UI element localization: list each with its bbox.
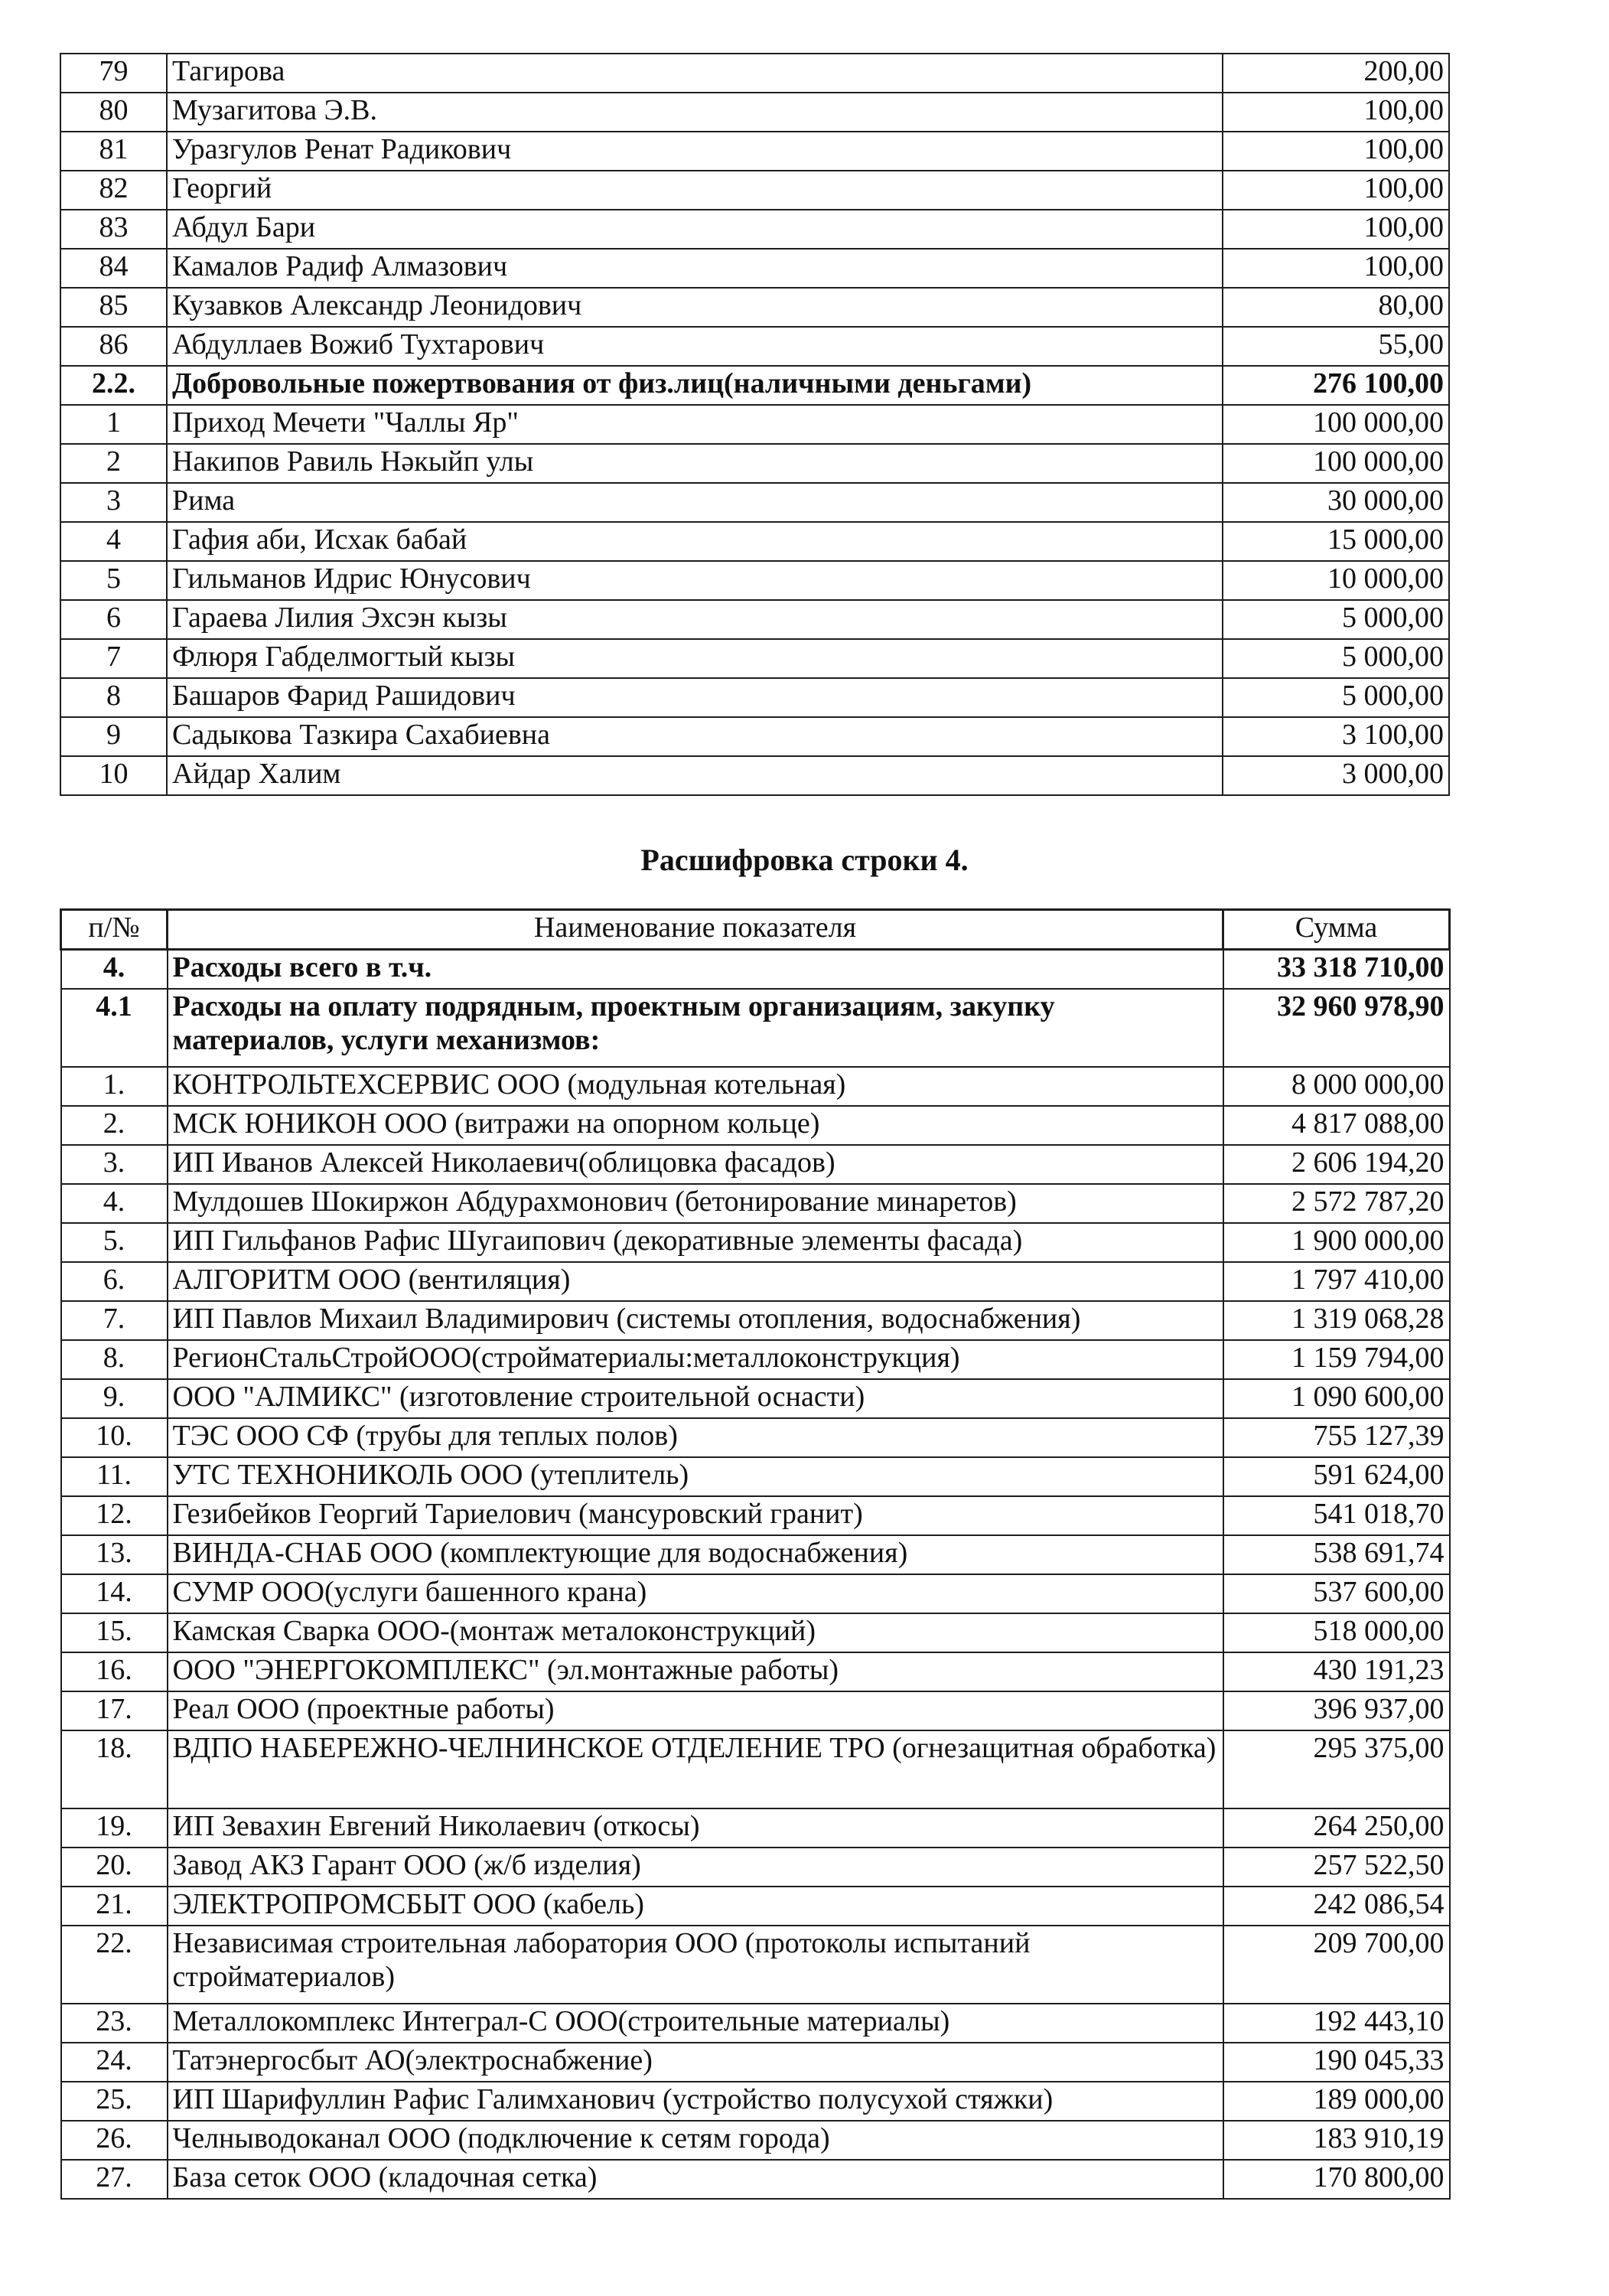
- row-name: Гезибейков Георгий Тариелович (мансуровский гранит): [168, 1496, 1223, 1535]
- row-amount: 5 000,00: [1223, 600, 1449, 639]
- table-row: [61, 2004, 1450, 2043]
- row-name: ИП Иванов Алексей Николаевич(облицовка фасадов): [168, 1145, 1223, 1184]
- table-row: [61, 1379, 1450, 1418]
- row-number: 5: [60, 561, 167, 600]
- row-name: Независимая строительная лаборатория ООО (протоколы испытаний стройматериалов): [168, 1926, 1223, 2004]
- row-amount: 189 000,00: [1223, 2082, 1450, 2121]
- row-amount: 100,00: [1223, 210, 1449, 249]
- table-row: [61, 1496, 1450, 1535]
- row-amount: 5 000,00: [1223, 639, 1449, 678]
- table-row: [60, 132, 1449, 171]
- row-amount: 8 000 000,00: [1223, 1067, 1450, 1106]
- row-number: 6.: [61, 1262, 168, 1301]
- row-name: Гафия аби, Исхак бабай: [167, 522, 1223, 561]
- table-row: [61, 1808, 1450, 1848]
- row-name: Айдар Халим: [167, 756, 1223, 795]
- table-row: [60, 210, 1449, 249]
- row-amount: 170 800,00: [1223, 2160, 1450, 2199]
- row-number: 20.: [61, 1848, 168, 1887]
- row-amount: 537 600,00: [1223, 1574, 1450, 1613]
- row-name: ИП Гильфанов Рафис Шугаипович (декоративные элементы фасада): [168, 1223, 1223, 1262]
- row-number: 27.: [61, 2160, 168, 2199]
- row-amount: 3 100,00: [1223, 717, 1449, 756]
- row-number: 3: [60, 483, 167, 522]
- row-amount: 518 000,00: [1223, 1613, 1450, 1652]
- row-name: Накипов Равиль Нәкыйп улы: [167, 444, 1223, 483]
- row-name: База сеток ООО (кладочная сетка): [168, 2160, 1223, 2199]
- row-number: 15.: [61, 1613, 168, 1652]
- table-row: [60, 561, 1449, 600]
- row-number: 1.: [61, 1067, 168, 1106]
- row-name: Камалов Радиф Алмазович: [167, 249, 1223, 288]
- row-number: 84: [60, 249, 167, 288]
- row-name: ООО "АЛМИКС" (изготовление строительной оснасти): [168, 1379, 1223, 1418]
- row-number: 80: [60, 93, 167, 132]
- table-row: [61, 2043, 1450, 2082]
- row-name: СУМР ООО(услуги башенного крана): [168, 1574, 1223, 1613]
- row-name: ИП Шарифуллин Рафис Галимханович (устройство полусухой стяжки): [168, 2082, 1223, 2121]
- table-row: [61, 1457, 1450, 1496]
- table-row: [61, 1067, 1450, 1106]
- table-row: [60, 171, 1449, 210]
- table-row: [60, 54, 1449, 93]
- row-amount: 100,00: [1223, 93, 1449, 132]
- row-number: 79: [60, 54, 167, 93]
- row-number: 18.: [61, 1730, 168, 1808]
- table-row: [61, 1184, 1450, 1223]
- row-amount: 276 100,00: [1223, 366, 1449, 405]
- row-number: 8.: [61, 1340, 168, 1379]
- row-name: МСК ЮНИКОН ООО (витражи на опорном кольце): [168, 1106, 1223, 1145]
- row-number: 26.: [61, 2121, 168, 2160]
- row-name: Металлокомплекс Интеграл-С ООО(строительные материалы): [168, 2004, 1223, 2043]
- table-row: [61, 1145, 1450, 1184]
- table-row: [61, 1887, 1450, 1926]
- table-row: [61, 989, 1450, 1067]
- row-name: Уразгулов Ренат Радикович: [167, 132, 1223, 171]
- header-name: Наименование показателя: [168, 910, 1223, 950]
- table-row: [60, 249, 1449, 288]
- row-name: Татэнергосбыт АО(электроснабжение): [168, 2043, 1223, 2082]
- table-row: [61, 1418, 1450, 1457]
- row-amount: 183 910,19: [1223, 2121, 1450, 2160]
- row-number: 2.: [61, 1106, 168, 1145]
- row-name: Садыкова Тазкира Сахабиевна: [167, 717, 1223, 756]
- row-number: 5.: [61, 1223, 168, 1262]
- table-row: [60, 678, 1449, 717]
- row-number: 7: [60, 639, 167, 678]
- row-amount: 5 000,00: [1223, 678, 1449, 717]
- row-amount: 2 572 787,20: [1223, 1184, 1450, 1223]
- row-amount: 100,00: [1223, 132, 1449, 171]
- row-amount: 33 318 710,00: [1223, 950, 1450, 990]
- row-number: 9.: [61, 1379, 168, 1418]
- row-name: Реал ООО (проектные работы): [168, 1691, 1223, 1730]
- row-name: Мулдошев Шокиржон Абдурахмонович (бетонирование минаретов): [168, 1184, 1223, 1223]
- row-name: Завод АКЗ Гарант ООО (ж/б изделия): [168, 1848, 1223, 1887]
- table-row: [60, 93, 1449, 132]
- row-number: 83: [60, 210, 167, 249]
- row-name: Рима: [167, 483, 1223, 522]
- row-amount: 100,00: [1223, 171, 1449, 210]
- table-row: [61, 2121, 1450, 2160]
- row-name: КОНТРОЛЬТЕХСЕРВИС ООО (модульная котельная): [168, 1067, 1223, 1106]
- table-header-row: [61, 910, 1450, 950]
- row-number: 16.: [61, 1652, 168, 1691]
- row-number: 7.: [61, 1301, 168, 1340]
- row-amount: 755 127,39: [1223, 1418, 1450, 1457]
- row-amount: 209 700,00: [1223, 1926, 1450, 2004]
- row-name: Расходы всего в т.ч.: [168, 950, 1223, 990]
- row-amount: 10 000,00: [1223, 561, 1449, 600]
- row-number: 81: [60, 132, 167, 171]
- row-amount: 264 250,00: [1223, 1808, 1450, 1848]
- row-number: 12.: [61, 1496, 168, 1535]
- row-name: Флюря Габделмогтый кызы: [167, 639, 1223, 678]
- row-number: 10.: [61, 1418, 168, 1457]
- table-row: [61, 1848, 1450, 1887]
- row-number: 22.: [61, 1926, 168, 2004]
- row-name: АЛГОРИТМ ООО (вентиляция): [168, 1262, 1223, 1301]
- row-name: РегионСтальСтройООО(стройматериалы:металлоконструкция): [168, 1340, 1223, 1379]
- table-row: [60, 600, 1449, 639]
- table-row: [61, 2082, 1450, 2121]
- table-row: [61, 1223, 1450, 1262]
- row-name: ТЭС ООО СФ (трубы для теплых полов): [168, 1418, 1223, 1457]
- table-row: [61, 2160, 1450, 2199]
- row-number: 86: [60, 327, 167, 366]
- row-number: 85: [60, 288, 167, 327]
- row-amount: 100 000,00: [1223, 444, 1449, 483]
- row-name: Кузавков Александр Леонидович: [167, 288, 1223, 327]
- row-number: 9: [60, 717, 167, 756]
- row-number: 2: [60, 444, 167, 483]
- row-name: ВДПО НАБЕРЕЖНО-ЧЕЛНИНСКОЕ ОТДЕЛЕНИЕ ТРО (огнезащитная обработка): [168, 1730, 1223, 1808]
- table-row: [61, 1613, 1450, 1652]
- row-amount: 192 443,10: [1223, 2004, 1450, 2043]
- row-number: 6: [60, 600, 167, 639]
- row-number: 4.: [61, 950, 168, 990]
- row-number: 13.: [61, 1535, 168, 1574]
- table-row: [60, 717, 1449, 756]
- table-row: [60, 483, 1449, 522]
- table-row: [61, 1301, 1450, 1340]
- row-name: ВИНДА-СНАБ ООО (комплектующие для водоснабжения): [168, 1535, 1223, 1574]
- table-row: [60, 366, 1449, 405]
- row-amount: 1 319 068,28: [1223, 1301, 1450, 1340]
- row-amount: 3 000,00: [1223, 756, 1449, 795]
- row-number: 14.: [61, 1574, 168, 1613]
- header-num: п/№: [61, 910, 168, 950]
- row-name: Гараева Лилия Эхсэн кызы: [167, 600, 1223, 639]
- table-row: [60, 444, 1449, 483]
- header-amount: Сумма: [1223, 910, 1450, 950]
- table-row: [61, 1691, 1450, 1730]
- row-amount: 591 624,00: [1223, 1457, 1450, 1496]
- expenses-table: [60, 908, 1451, 2200]
- row-amount: 1 900 000,00: [1223, 1223, 1450, 1262]
- table-row: [60, 327, 1449, 366]
- table-row: [61, 1262, 1450, 1301]
- row-amount: 32 960 978,90: [1223, 989, 1450, 1067]
- row-name: Приход Мечети "Чаллы Яр": [167, 405, 1223, 444]
- table-row: [60, 639, 1449, 678]
- row-name: Абдул Бари: [167, 210, 1223, 249]
- row-number: 25.: [61, 2082, 168, 2121]
- row-name: Камская Сварка ООО-(монтаж металоконструкций): [168, 1613, 1223, 1652]
- row-name: Челныводоканал ООО (подключение к сетям города): [168, 2121, 1223, 2160]
- table-row: [61, 1652, 1450, 1691]
- row-amount: 430 191,23: [1223, 1652, 1450, 1691]
- row-amount: 257 522,50: [1223, 1848, 1450, 1887]
- row-number: 17.: [61, 1691, 168, 1730]
- row-name: ИП Зевахин Евгений Николаевич (откосы): [168, 1808, 1223, 1848]
- row-number: 10: [60, 756, 167, 795]
- table-row: [60, 288, 1449, 327]
- table-row: [60, 405, 1449, 444]
- row-number: 23.: [61, 2004, 168, 2043]
- row-number: 82: [60, 171, 167, 210]
- row-name: Музагитова Э.В.: [167, 93, 1223, 132]
- row-number: 21.: [61, 1887, 168, 1926]
- row-amount: 190 045,33: [1223, 2043, 1450, 2082]
- row-name: Георгий: [167, 171, 1223, 210]
- row-number: 8: [60, 678, 167, 717]
- row-number: 4.1: [61, 989, 168, 1067]
- row-name: Тагирова: [167, 54, 1223, 93]
- row-amount: 200,00: [1223, 54, 1449, 93]
- row-name: УТС ТЕХНОНИКОЛЬ ООО (утеплитель): [168, 1457, 1223, 1496]
- table-row: [60, 522, 1449, 561]
- row-number: 19.: [61, 1808, 168, 1848]
- section-heading: Расшифровка строки 4.: [640, 843, 969, 877]
- row-amount: 100 000,00: [1223, 405, 1449, 444]
- row-number: 11.: [61, 1457, 168, 1496]
- row-amount: 242 086,54: [1223, 1887, 1450, 1926]
- table-row: [60, 756, 1449, 795]
- row-amount: 4 817 088,00: [1223, 1106, 1450, 1145]
- table-row: [61, 1106, 1450, 1145]
- table-row: [61, 1574, 1450, 1613]
- row-number: 3.: [61, 1145, 168, 1184]
- row-name: Добровольные пожертвования от физ.лиц(наличными деньгами): [167, 366, 1223, 405]
- row-amount: 396 937,00: [1223, 1691, 1450, 1730]
- table-row: [61, 950, 1450, 990]
- row-amount: 30 000,00: [1223, 483, 1449, 522]
- row-amount: 15 000,00: [1223, 522, 1449, 561]
- donations-table: [60, 53, 1450, 796]
- row-amount: 1 159 794,00: [1223, 1340, 1450, 1379]
- table-row: [61, 1730, 1450, 1808]
- row-name: ЭЛЕКТРОПРОМСБЫТ ООО (кабель): [168, 1887, 1223, 1926]
- row-amount: 1 090 600,00: [1223, 1379, 1450, 1418]
- row-number: 24.: [61, 2043, 168, 2082]
- row-amount: 541 018,70: [1223, 1496, 1450, 1535]
- row-amount: 2 606 194,20: [1223, 1145, 1450, 1184]
- row-name: Абдуллаев Вожиб Тухтарович: [167, 327, 1223, 366]
- row-amount: 538 691,74: [1223, 1535, 1450, 1574]
- row-amount: 1 797 410,00: [1223, 1262, 1450, 1301]
- row-name: ООО "ЭНЕРГОКОМПЛЕКС" (эл.монтажные работы): [168, 1652, 1223, 1691]
- row-name: ИП Павлов Михаил Владимирович (системы отопления, водоснабжения): [168, 1301, 1223, 1340]
- row-amount: 55,00: [1223, 327, 1449, 366]
- row-amount: 80,00: [1223, 288, 1449, 327]
- row-amount: 295 375,00: [1223, 1730, 1450, 1808]
- row-name: Гильманов Идрис Юнусович: [167, 561, 1223, 600]
- table-row: [61, 1926, 1450, 2004]
- row-number: 4.: [61, 1184, 168, 1223]
- row-name: Башаров Фарид Рашидович: [167, 678, 1223, 717]
- row-number: 2.2.: [60, 366, 167, 405]
- row-amount: 100,00: [1223, 249, 1449, 288]
- table-row: [61, 1535, 1450, 1574]
- row-number: 1: [60, 405, 167, 444]
- table-row: [61, 1340, 1450, 1379]
- row-number: 4: [60, 522, 167, 561]
- row-name: Расходы на оплату подрядным, проектным организациям, закупку материалов, услуги механизмов:: [168, 989, 1223, 1067]
